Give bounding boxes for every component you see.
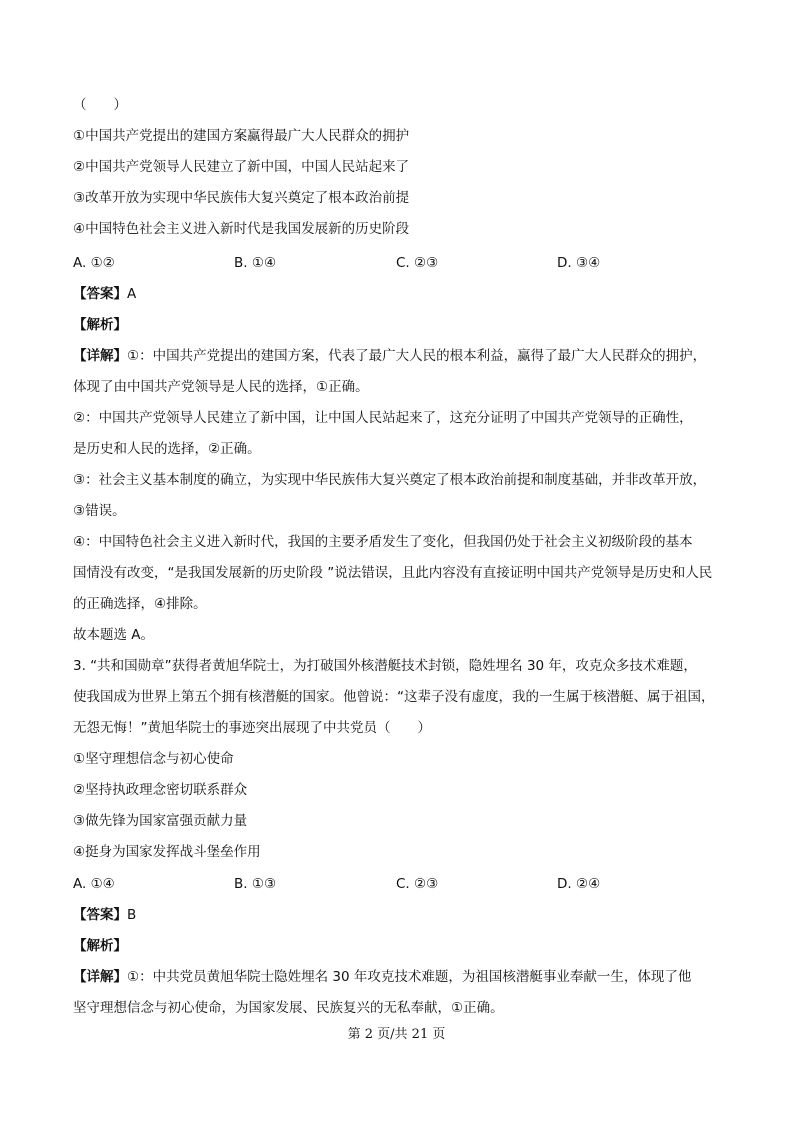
q2-option-b: B. ①④ [234,255,277,271]
q2-option-d: D. ③④ [557,255,601,271]
q2-answer [73,284,136,304]
q3-item-4: ④挺身为国家发挥战斗堡垒作用 [73,844,261,860]
q3-answer-label: 【答案】 [73,907,127,923]
q2-detail-line: 是历史和人民的选择，②正确。 [73,441,261,457]
q2-detail-text: ①：中国共产党提出的建国方案，代表了最广大人民的根本利益，赢得了最广大人民群众的拥护， [127,348,707,364]
q2-detail-line: ②：中国共产党领导人民建立了新中国，让中国人民站起来了，这充分证明了中国共产党领导的正确性， [73,410,693,426]
q2-item-3: ③改革开放为实现中华民族伟大复兴奠定了根本政治前提 [73,190,410,206]
q3-stem-line: 3. “共和国勋章”获得者黄旭华院士，为打破国外核潜艇技术封锁，隐姓埋名 30 年，攻克众多技术难题， [73,658,697,674]
q2-stem-end: （ ） [73,97,127,113]
q2-detail-line: ④：中国特色社会主义进入新时代，我国的主要矛盾发生了变化，但我国仍处于社会主义初级阶段的基本 [73,534,693,550]
q3-detail-line [73,967,691,987]
q2-option-a: A. ①② [73,255,115,271]
q3-answer-value: B [127,907,137,923]
q2-item-1: ①中国共产党提出的建国方案赢得最广大人民群众的拥护 [73,128,410,144]
q2-option-c: C. ②③ [396,255,439,271]
q3-detail-text: ①：中共党员黄旭华院士隐姓埋名 30 年攻克技术难题，为祖国核潜艇事业奉献一生，体现了他 [127,969,692,985]
q2-detail-line: 体现了由中国共产党领导是人民的选择，①正确。 [73,379,369,395]
q3-option-a: A. ①④ [73,876,115,892]
q3-item-3: ③做先锋为国家富强贡献力量 [73,813,248,829]
q2-conclusion: 故本题选 A。 [73,627,155,643]
q3-option-c: C. ②③ [396,876,439,892]
q3-detail-label: 【详解】 [73,969,127,985]
q2-detail-line: 国情没有改变，“是我国发展新的历史阶段 ”说法错误，且此内容没有直接证明中国共产党领导是历史和人民 [73,565,713,581]
q3-detail-line: 坚守理想信念与初心使命，为国家发展、民族复兴的无私奉献，①正确。 [73,1000,504,1016]
q2-item-2: ②中国共产党领导人民建立了新中国，中国人民站起来了 [73,159,410,175]
q3-item-1: ①坚守理想信念与初心使命 [73,751,234,767]
q2-detail-line [73,346,706,366]
q3-option-d: D. ②④ [557,876,601,892]
q3-stem-line: 无怨无悔！”黄旭华院士的事迹突出展现了中共党员（ ） [73,720,431,736]
q2-detail-line: ③错误。 [73,503,126,519]
q2-item-4: ④中国特色社会主义进入新时代是我国发展新的历史阶段 [73,221,410,237]
q2-detail-label: 【详解】 [73,348,127,364]
q3-analysis-label: 【解析】 [73,938,127,954]
q2-analysis-label: 【解析】 [73,317,127,333]
q3-option-b: B. ①③ [234,876,277,892]
q3-item-2: ②坚持执政理念密切联系群众 [73,782,248,798]
page-footer: 第 2 页/共 21 页 [347,1027,446,1042]
q3-answer [73,905,136,925]
q2-detail-line: 的正确选择，④排除。 [73,596,207,612]
q3-stem-line: 使我国成为世界上第五个拥有核潜艇的国家。他曾说：“这辈子没有虚度，我的一生属于核潜艇、属于祖国， [73,689,715,705]
q2-answer-value: A [127,286,137,302]
q2-answer-label: 【答案】 [73,286,127,302]
q2-detail-line: ③：社会主义基本制度的确立，为实现中华民族伟大复兴奠定了根本政治前提和制度基础，并非改革开放， [73,472,707,488]
